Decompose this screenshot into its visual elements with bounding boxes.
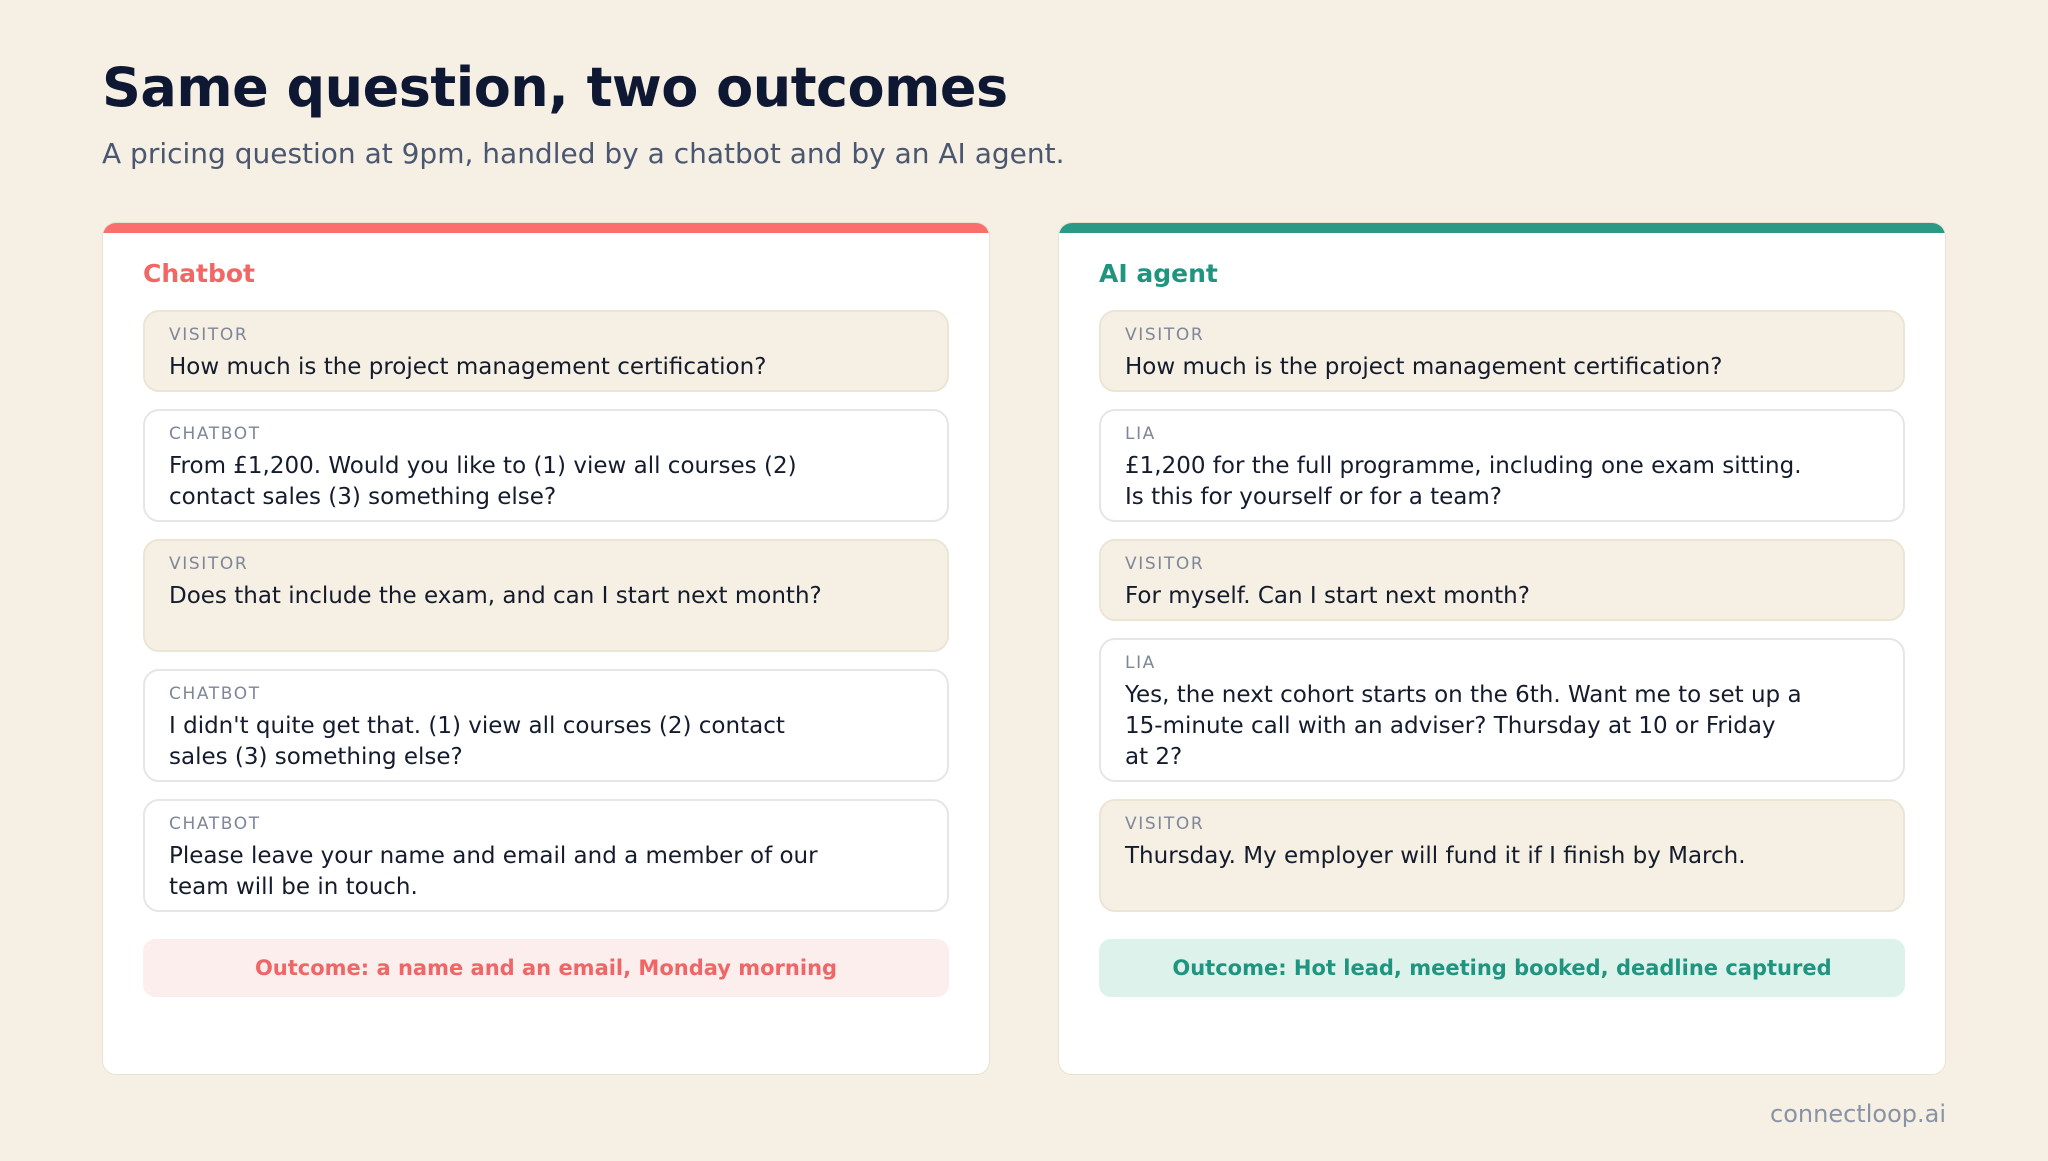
message-text: Does that include the exam, and can I start next month? <box>169 583 822 609</box>
chat-message <box>143 669 949 782</box>
message-speaker: LIA <box>1125 424 1156 444</box>
chat-message <box>143 409 949 522</box>
chat-message <box>143 799 949 912</box>
chat-message <box>1099 539 1905 621</box>
message-text: How much is the project management certification? <box>169 354 767 380</box>
message-speaker: VISITOR <box>169 325 249 345</box>
chatbot-panel <box>102 222 990 1075</box>
message-text: Thursday. My employer will fund it if I finish by March. <box>1125 843 1746 869</box>
agent-panel <box>1058 222 1946 1075</box>
agent-panel-title: AI agent <box>1099 259 1218 288</box>
agent-outcome-badge: Outcome: Hot lead, meeting booked, deadline captured <box>1099 939 1905 997</box>
message-speaker: VISITOR <box>1125 554 1205 574</box>
message-text: How much is the project management certification? <box>1125 354 1723 380</box>
chatbot-outcome-badge: Outcome: a name and an email, Monday morning <box>143 939 949 997</box>
message-text: I didn't quite get that. (1) view all courses (2) contact sales (3) something else? <box>169 713 785 770</box>
message-speaker: VISITOR <box>1125 325 1205 345</box>
message-speaker: CHATBOT <box>169 814 261 834</box>
chat-message <box>143 539 949 652</box>
agent-accent-bar <box>1059 223 1945 233</box>
message-speaker: CHATBOT <box>169 424 261 444</box>
chat-message <box>1099 409 1905 522</box>
page-subtitle: A pricing question at 9pm, handled by a chatbot and by an AI agent. <box>102 137 1065 170</box>
message-text: For myself. Can I start next month? <box>1125 583 1530 609</box>
chat-message <box>1099 310 1905 392</box>
message-speaker: CHATBOT <box>169 684 261 704</box>
message-speaker: VISITOR <box>1125 814 1205 834</box>
chat-message <box>1099 638 1905 782</box>
chatbot-accent-bar <box>103 223 989 233</box>
message-text: Yes, the next cohort starts on the 6th. Want me to set up a 15-minute call with an adviser? Thursday at 10 or Friday at 2? <box>1125 682 1802 770</box>
chat-message <box>1099 799 1905 912</box>
chatbot-panel-title: Chatbot <box>143 259 255 288</box>
message-speaker: LIA <box>1125 653 1156 673</box>
message-text: £1,200 for the full programme, including one exam sitting. Is this for yourself or for a team? <box>1125 453 1802 510</box>
message-text: Please leave your name and email and a member of our team will be in touch. <box>169 843 818 900</box>
page-title: Same question, two outcomes <box>102 56 1008 119</box>
chat-message <box>143 310 949 392</box>
footer-brand: connectloop.ai <box>1770 1100 1946 1128</box>
message-speaker: VISITOR <box>169 554 249 574</box>
message-text: From £1,200. Would you like to (1) view all courses (2) contact sales (3) something else? <box>169 453 797 510</box>
